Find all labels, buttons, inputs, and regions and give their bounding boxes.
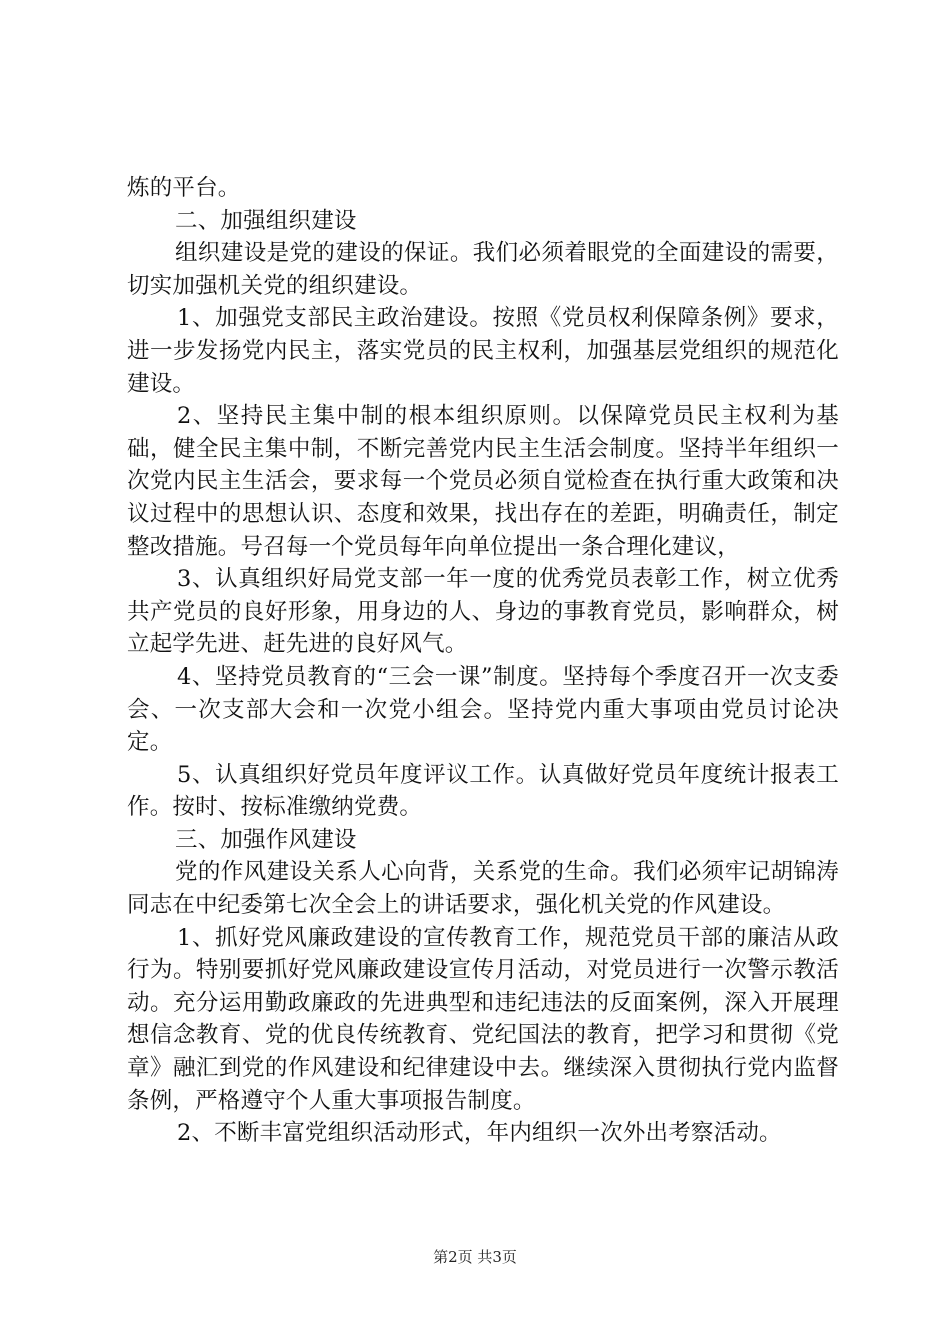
paragraph-organization-intro: 组织建设是党的建设的保证。我们必须着眼党的全面建设的需要，切实加强机关党的组织建设。 [127, 240, 839, 299]
paragraph-item-4: 4、坚持党员教育的“三会一课”制度。坚持每个季度召开一次支委会、一次支部大会和一次党小组会。坚持党内重大事项由党员讨论决定。 [127, 663, 839, 756]
section-heading-organization: 二、加强组织建设 [175, 207, 357, 234]
page-number-label: 第2页 共3页 [433, 1248, 517, 1266]
paragraph-continuation: 炼的平台。 [127, 175, 241, 201]
document-body [127, 172, 839, 1150]
paragraph-style-intro: 党的作风建设关系人心向背，关系党的生命。我们必须牢记胡锦涛同志在中纪委第七次全会上的讲话要求，强化机关党的作风建设。 [127, 859, 839, 919]
paragraph-item-2: 2、坚持民主集中制的根本组织原则。以保障党员民主权利为基础，健全民主集中制，不断完善党内民主生活会制度。坚持半年组织一次党内民主生活会，要求每一个党员必须自觉检查在执行重大政策和决议过程中的思想认识、态度和效果，找出存在的差距，明确责任，制定整改措施。号召每一个党员每年向单位提出一条合理化建议， [127, 403, 839, 560]
paragraph-item-5: 5、认真组织好党员年度评议工作。认真做好党员年度统计报表工作。按时、按标准缴纳党费。 [127, 761, 839, 821]
paragraph-item-1: 1、加强党支部民主政治建设。按照《党员权利保障条例》要求，进一步发扬党内民主，落实党员的民主权利，加强基层党组织的规范化建设。 [127, 305, 839, 397]
paragraph-style-item-2: 2、不断丰富党组织活动形式，年内组织一次外出考察活动。 [177, 1120, 782, 1147]
paragraph-style-item-1: 1、抓好党风廉政建设的宣传教育工作，规范党员干部的廉洁从政行为。特别要抓好党风廉政建设宣传月活动，对党员进行一次警示教活动。充分运用勤政廉政的先进典型和违纪违法的反面案例，深入开展理想信念教育、党的优良传统教育、党纪国法的教育，把学习和贯彻《党章》融汇到党的作风建设和纪律建设中去。继续深入贯彻执行党内监督条例，严格遵守个人重大事项报告制度。 [127, 924, 839, 1114]
paragraph-item-3: 3、认真组织好局党支部一年一度的优秀党员表彰工作，树立优秀共产党员的良好形象，用身边的人、身边的事教育党员，影响群众，树立起学先进、赶先进的良好风气。 [127, 566, 839, 658]
page-footer [0, 1246, 950, 1267]
section-heading-style: 三、加强作风建设 [175, 826, 357, 853]
